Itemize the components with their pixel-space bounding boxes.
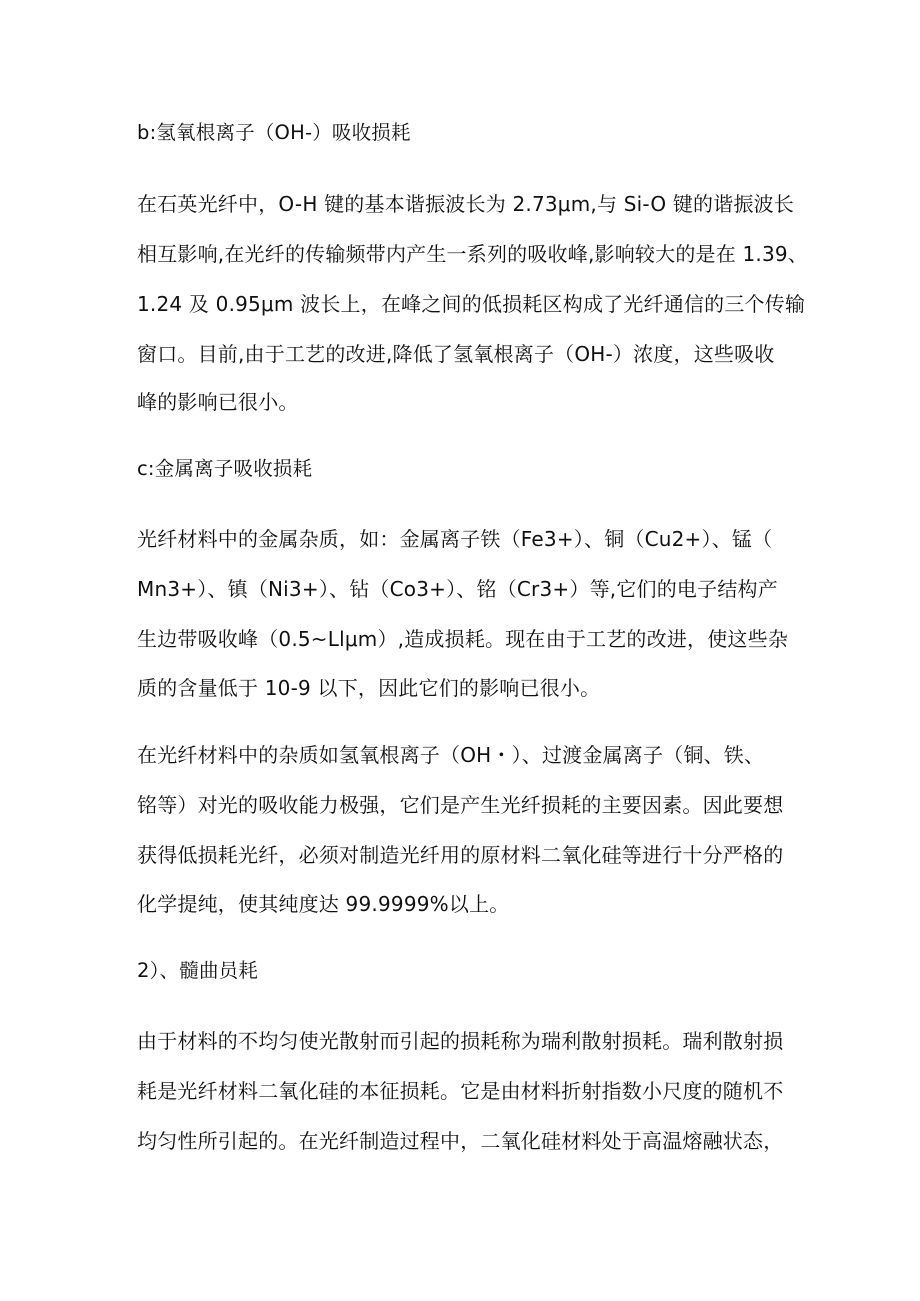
paragraph-line: 1.24 及 0.95μm 波长上，在峰之间的低损耗区构成了光纤通信的三个传输 [137, 292, 806, 316]
paragraph-line: 生边带吸收峰（0.5~Llμm）,造成损耗。现在由于工艺的改进，使这些杂 [137, 627, 789, 651]
paragraph-line: 质的含量低于 10-9 以下，因此它们的影响已很小。 [137, 676, 601, 700]
section-heading-hydroxyl: b:氢氧根离子（OH-）吸收损耗 [137, 121, 411, 144]
paragraph-line: 耗是光纤材料二氧化硅的本征损耗。它是由材料折射指数小尺度的随机不 [137, 1079, 784, 1103]
paragraph-line: Mn3+）、镇（Ni3+）、钻（Co3+）、铭（Cr3+）等,它们的电子结构产 [137, 577, 778, 601]
paragraph-line: 由于材料的不均匀使光散射而引起的损耗称为瑞利散射损耗。瑞利散射损 [137, 1029, 784, 1053]
paragraph-line: 光纤材料中的金属杂质，如：金属离子铁（Fe3+）、铜（Cu2+）、锰（ [137, 527, 773, 551]
paragraph-line: 化学提纯，使其纯度达 99.9999%以上。 [137, 892, 510, 916]
paragraph-line: 在光纤材料中的杂质如氢氧根离子（OH・）、过渡金属离子（铜、铁、 [137, 743, 765, 767]
paragraph-line: 窗口。目前,由于工艺的改进,降低了氢氧根离子（OH-）浓度，这些吸收 [137, 342, 775, 366]
paragraph-line: 在石英光纤中，O-H 键的基本谐振波长为 2.73μm,与 Si-O 键的谐振波长 [137, 192, 795, 216]
paragraph-line: 峰的影响已很小。 [137, 390, 299, 414]
section-heading-metal-ion: c:金属离子吸收损耗 [137, 457, 313, 480]
paragraph-line: 均匀性所引起的。在光纤制造过程中，二氧化硅材料处于高温熔融状态， [137, 1129, 784, 1153]
paragraph-line: 铭等）对光的吸收能力极强，它们是产生光纤损耗的主要因素。因此要想 [137, 793, 784, 817]
paragraph-line: 获得低损耗光纤，必须对制造光纤用的原材料二氧化硅等进行十分严格的 [137, 843, 784, 867]
section-heading-scattering: 2）、髓曲员耗 [137, 959, 259, 982]
paragraph-line: 相互影响,在光纤的传输频带内产生一系列的吸收峰,影响较大的是在 1.39、 [137, 242, 809, 266]
